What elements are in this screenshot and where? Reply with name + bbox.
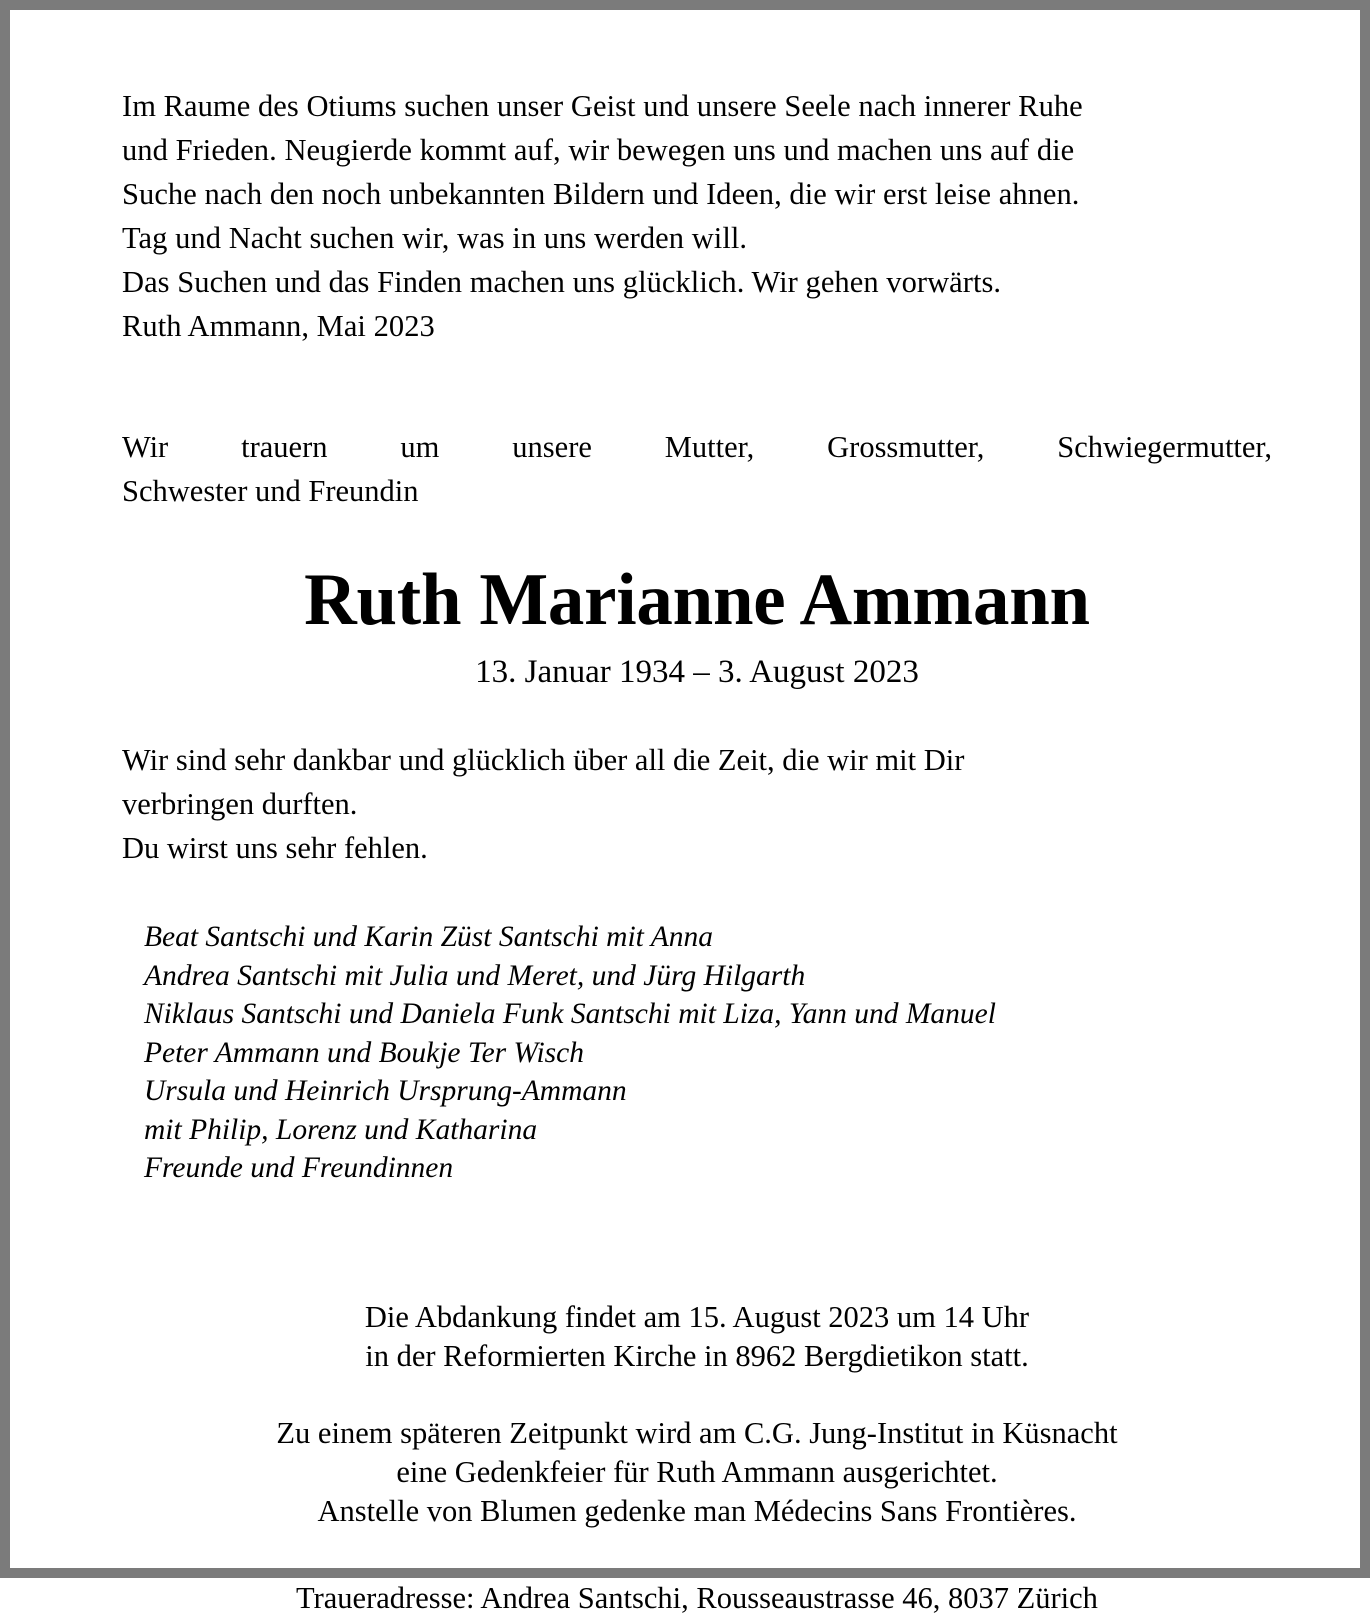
donation-line: Anstelle von Blumen gedenke man Médecins Sans Frontières. bbox=[317, 1493, 1077, 1528]
ceremony-line: in der Reformierten Kirche in 8962 Bergdietikon statt. bbox=[365, 1338, 1029, 1373]
funeral-service-details bbox=[122, 1188, 1272, 1376]
gratitude-line: verbringen durften. bbox=[122, 787, 358, 821]
surviving-family-list bbox=[122, 870, 1272, 1188]
family-line: Andrea Santschi mit Julia und Meret, und Jürg Hilgarth bbox=[144, 959, 806, 992]
family-line: Niklaus Santschi und Daniela Funk Santschi mit Liza, Yann und Manuel bbox=[144, 998, 996, 1030]
quote-attribution: Ruth Ammann, Mai 2023 bbox=[122, 309, 435, 343]
mourning-intro-line: Wir trauern um unsere Mutter, Grossmutter, Schwiegermutter, bbox=[122, 430, 1272, 464]
family-line: Peter Ammann und Boukje Ter Wisch bbox=[144, 1036, 584, 1069]
gratitude-line: Wir sind sehr dankbar und glücklich über all die Zeit, die wir mit Dir bbox=[122, 743, 965, 777]
quote-line: Im Raume des Otiums suchen unser Geist und unsere Seele nach innerer Ruhe bbox=[122, 89, 1083, 123]
quote-line: Suche nach den noch unbekannten Bildern und Ideen, die wir erst leise ahnen. bbox=[122, 177, 1080, 211]
condolence-address: Traueradresse: Andrea Santschi, Rousseaustrasse 46, 8037 Zürich bbox=[296, 1580, 1098, 1615]
obituary-notice bbox=[10, 10, 1360, 1615]
deceased-name: Ruth Marianne Ammann bbox=[304, 559, 1090, 641]
quote-line: Tag und Nacht suchen wir, was in uns werden will. bbox=[122, 221, 748, 255]
life-dates: 13. Januar 1934 – 3. August 2023 bbox=[475, 654, 919, 690]
mourning-intro bbox=[122, 348, 1272, 513]
ceremony-line: Die Abdankung findet am 15. August 2023 um 14 Uhr bbox=[364, 1299, 1030, 1334]
family-line: Ursula und Heinrich Ursprung-Ammann bbox=[144, 1075, 627, 1107]
memorial-line: Zu einem späteren Zeitpunkt wird am C.G. Jung-Institut in Küsnacht bbox=[276, 1415, 1118, 1450]
quote-line: Das Suchen und das Finden machen uns glücklich. Wir gehen vorwärts. bbox=[122, 265, 1002, 299]
quote-line: und Frieden. Neugierde kommt auf, wir bewegen uns und machen uns auf die bbox=[122, 133, 1075, 167]
gratitude-line: Du wirst uns sehr fehlen. bbox=[122, 831, 428, 865]
memorial-line: eine Gedenkfeier für Ruth Ammann ausgerichtet. bbox=[396, 1454, 998, 1489]
gratitude-message bbox=[122, 694, 1272, 870]
opening-quote bbox=[122, 84, 1272, 348]
family-line: mit Philip, Lorenz und Katharina bbox=[144, 1113, 538, 1146]
mourning-intro-line: Schwester und Freundin bbox=[122, 474, 419, 508]
family-line: Beat Santschi und Karin Züst Santschi mit Anna bbox=[144, 921, 713, 953]
memorial-and-donation-note bbox=[122, 1376, 1272, 1531]
family-line: Freunde und Freundinnen bbox=[144, 1152, 454, 1184]
